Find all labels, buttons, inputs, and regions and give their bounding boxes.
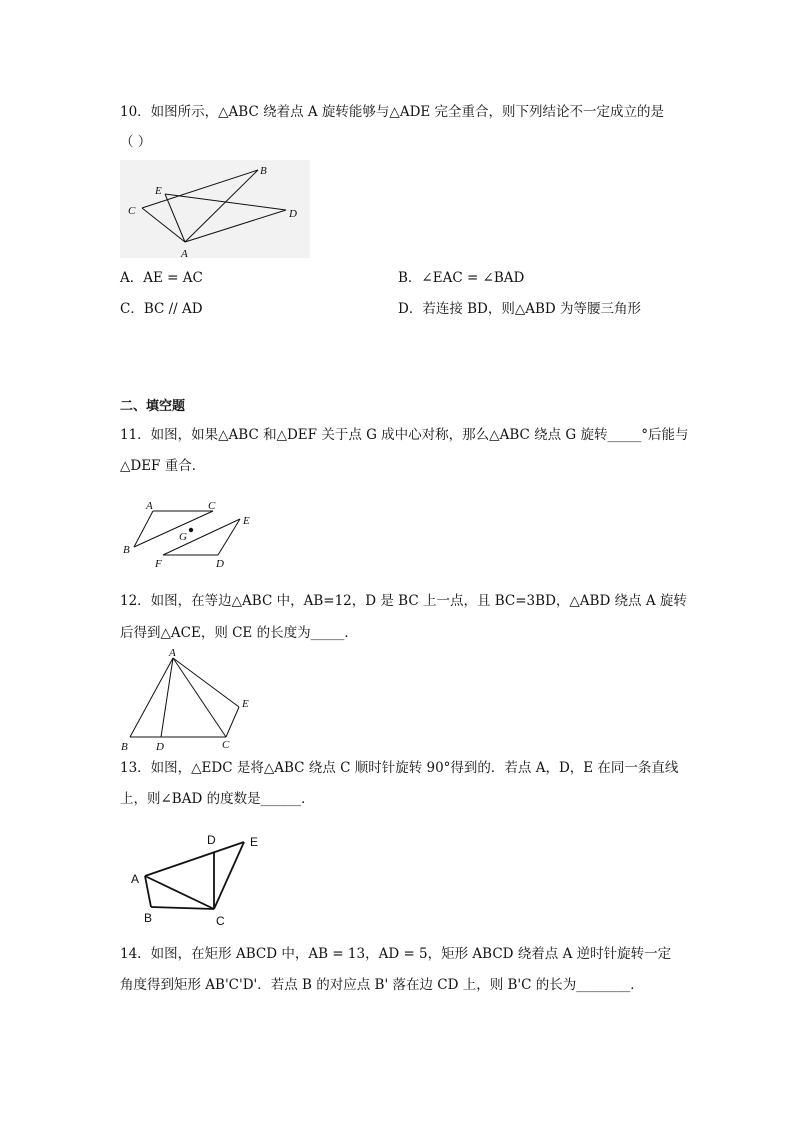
q13-label-E: E: [250, 835, 259, 849]
q11-label-B: B: [123, 544, 130, 556]
q11-label-F: F: [155, 558, 162, 570]
q13-label-C: C: [216, 914, 225, 928]
q11-label-E: E: [243, 515, 250, 527]
q10-label-E: E: [155, 185, 162, 197]
q11-center-point-G: [189, 528, 193, 532]
q13-figure: [128, 830, 278, 930]
q10-seg-AD: [185, 210, 286, 242]
q11-stem-line2: △DEF 重合．: [120, 458, 206, 474]
q11-stem-line1: 11．如图，如果△ABC 和△DEF 关于点 G 成中心对称，那么△ABC 绕点 G 旋转_____°后能与: [120, 427, 689, 443]
q13-stem-line1: 13．如图，△EDC 是将△ABC 绕点 C 顺时针旋转 90°得到的．若点 A，D，E 在同一条直线: [120, 760, 679, 776]
q10-label-B: B: [260, 165, 267, 177]
q13-label-A: A: [131, 872, 140, 886]
q11-label-C: C: [208, 500, 216, 512]
q12-seg-AE: [173, 658, 239, 707]
section-title: 二、填空题: [120, 399, 186, 414]
q13-seg-AE: [145, 842, 244, 876]
q10-stem-line2: （ ）: [120, 134, 152, 150]
q13-seg-BC: [151, 907, 214, 909]
q12-label-E: E: [242, 698, 249, 710]
q12-label-C: C: [222, 739, 230, 751]
q12-label-B: B: [121, 741, 128, 753]
q10-seg-EA: [165, 194, 185, 242]
q11-seg-BC: [134, 511, 213, 547]
q11-figure: [120, 495, 270, 575]
q10-stem-line1: 10．如图所示，△ABC 绕着点 A 旋转能够与△ADE 完全重合，则下列结论不一定成立的是: [120, 104, 665, 120]
q12-figure: [118, 645, 268, 755]
q10-option-a: A．AE = AC: [120, 270, 203, 286]
q12-stem-line2: 后得到△ACE，则 CE 的长度为_____．: [120, 625, 358, 641]
q12-label-A: A: [169, 647, 176, 659]
q10-label-D: D: [289, 208, 297, 220]
q11-seg-AB: [134, 511, 153, 547]
q11-label-D: D: [216, 558, 224, 570]
q12-label-D: D: [156, 741, 164, 753]
q10-option-d: D．若连接 BD，则△ABD 为等腰三角形: [398, 301, 642, 317]
q10-label-C: C: [128, 205, 136, 217]
q11-label-G: G: [179, 531, 187, 543]
q12-seg-CE: [226, 707, 239, 737]
q14-stem-line2: 角度得到矩形 AB'C'D'．若点 B 的对应点 B' 落在边 CD 上，则 B'C 的长为________．: [120, 977, 644, 993]
q10-seg-ED: [165, 194, 286, 210]
q10-seg-AB: [185, 170, 258, 242]
q12-seg-AC: [173, 658, 226, 737]
q13-label-D: D: [207, 833, 216, 847]
q10-option-c: C．BC // AD: [120, 301, 203, 317]
q12-stem-line1: 12．如图，在等边△ABC 中，AB=12，D 是 BC 上一点，且 BC=3BD，△ABD 绕点 A 旋转: [120, 593, 687, 609]
q13-seg-AB: [145, 876, 151, 907]
q10-figure: [120, 160, 320, 260]
q10-option-b: B．∠EAC = ∠BAD: [398, 270, 525, 286]
q11-label-A: A: [146, 500, 153, 512]
q13-seg-EC: [214, 842, 244, 909]
q13-label-B: B: [144, 911, 153, 925]
q13-seg-AC: [145, 876, 214, 909]
q14-stem-line1: 14．如图，在矩形 ABCD 中，AB = 13，AD = 5，矩形 ABCD 绕着点 A 逆时针旋转一定: [120, 946, 672, 962]
q13-stem-line2: 上，则∠BAD 的度数是______．: [120, 791, 315, 807]
q10-seg-CA: [142, 208, 185, 242]
q10-label-A: A: [181, 248, 188, 260]
